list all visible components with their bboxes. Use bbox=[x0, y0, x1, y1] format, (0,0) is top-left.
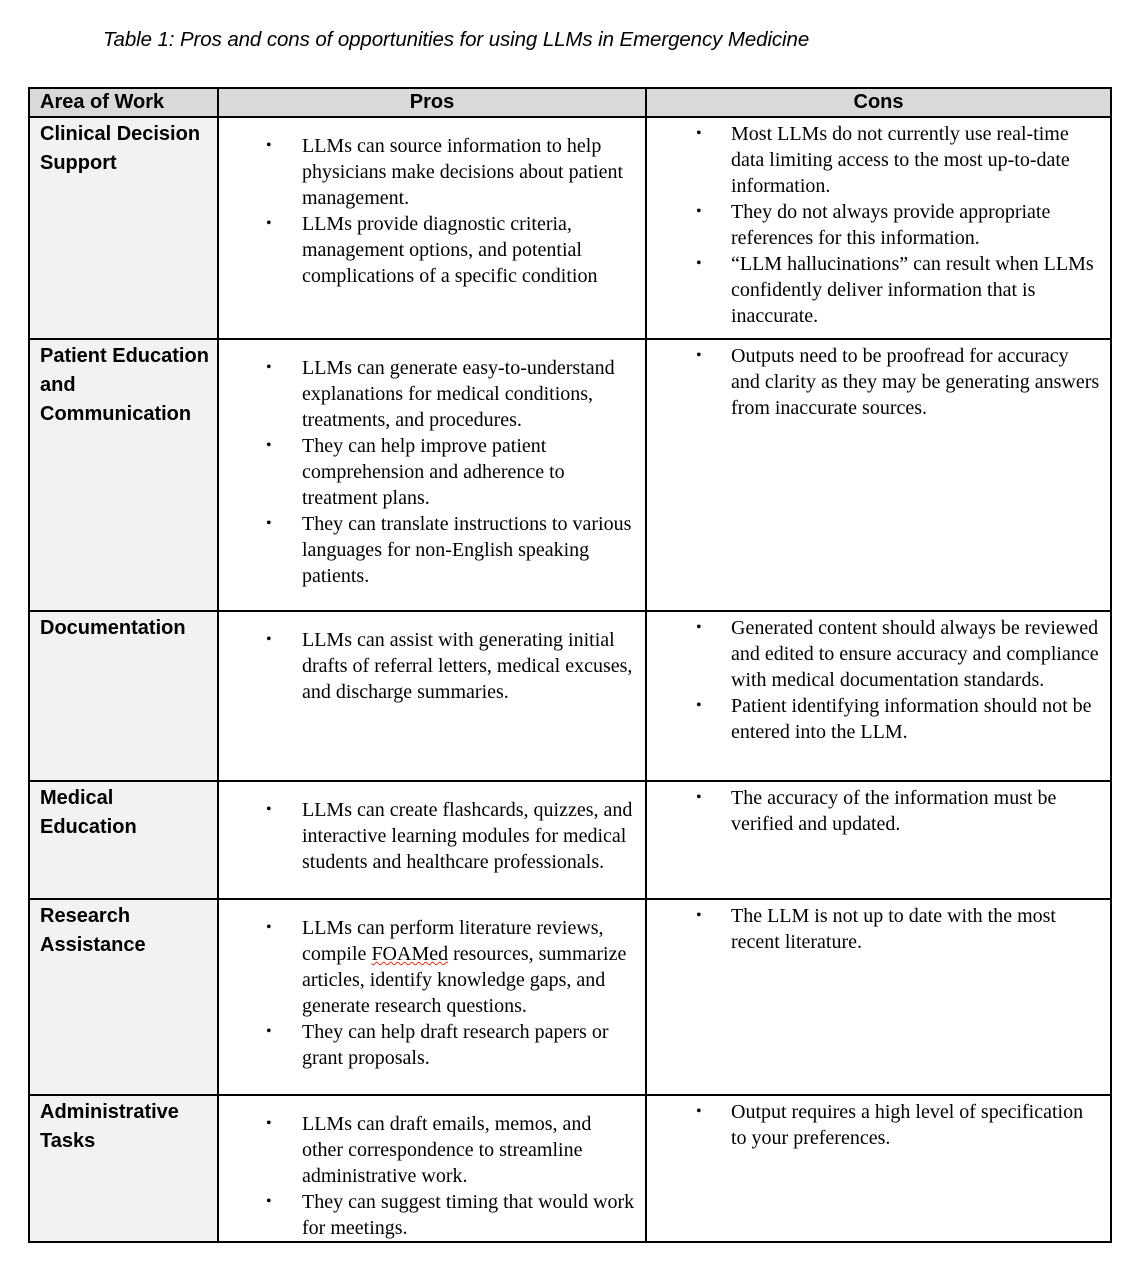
pros-cell bbox=[218, 781, 646, 899]
cons-item bbox=[647, 343, 1110, 421]
area-of-work-cell: Patient Education and Communication bbox=[29, 339, 218, 611]
cons-item-text: “LLM hallucinations” can result when LLMs confidently deliver information that is inaccurate. bbox=[731, 253, 1094, 327]
pros-cell bbox=[218, 899, 646, 1095]
pros-list bbox=[219, 900, 645, 1071]
cons-list bbox=[647, 900, 1110, 955]
pros-item-text: They can translate instructions to various languages for non-English speaking patients. bbox=[302, 513, 632, 587]
pros-item bbox=[219, 433, 645, 511]
pros-item-text: LLMs can perform literature reviews, compile bbox=[302, 917, 604, 965]
cons-list bbox=[647, 340, 1110, 421]
header-pros: Pros bbox=[218, 88, 646, 117]
pros-item-text: They can suggest timing that would work for meetings. bbox=[302, 1191, 635, 1239]
table-row bbox=[29, 1095, 1111, 1242]
table-row bbox=[29, 899, 1111, 1095]
pros-list bbox=[219, 118, 645, 289]
bullet-icon: • bbox=[696, 619, 702, 636]
bullet-icon: • bbox=[696, 697, 702, 714]
cons-item-text: Most LLMs do not currently use real-time data limiting access to the most up-to-date information. bbox=[731, 123, 1070, 197]
cons-item-text: Output requires a high level of specification to your preferences. bbox=[731, 1101, 1084, 1149]
pros-item-text: LLMs can assist with generating initial drafts of referral letters, medical excuses, and discharge summaries. bbox=[302, 629, 633, 703]
table-row bbox=[29, 781, 1111, 899]
pros-cell bbox=[218, 339, 646, 611]
pros-cons-table bbox=[28, 87, 1112, 1243]
cons-item bbox=[647, 693, 1110, 745]
cons-item bbox=[647, 785, 1110, 837]
cons-item-text: The accuracy of the information must be verified and updated. bbox=[731, 787, 1057, 835]
bullet-icon: • bbox=[266, 515, 272, 532]
cons-item-text: Outputs need to be proofread for accuracy and clarity as they may be generating answers from inaccurate sources. bbox=[731, 345, 1100, 419]
cons-item-text: They do not always provide appropriate references for this information. bbox=[731, 201, 1051, 249]
pros-item-text: LLMs provide diagnostic criteria, management options, and potential complications of a specific condition bbox=[302, 213, 598, 287]
pros-item bbox=[219, 355, 645, 433]
header-area-of-work: Area of Work bbox=[29, 88, 218, 117]
cons-list bbox=[647, 1096, 1110, 1151]
bullet-icon: • bbox=[266, 215, 272, 232]
pros-item bbox=[219, 627, 645, 705]
table-row bbox=[29, 339, 1111, 611]
cons-list bbox=[647, 782, 1110, 837]
cons-item-text: The LLM is not up to date with the most recent literature. bbox=[731, 905, 1056, 953]
cons-cell bbox=[646, 899, 1111, 1095]
cons-item bbox=[647, 121, 1110, 199]
table-row bbox=[29, 117, 1111, 339]
cons-cell bbox=[646, 611, 1111, 781]
area-of-work-cell: Clinical Decision Support bbox=[29, 117, 218, 339]
pros-cell bbox=[218, 117, 646, 339]
pros-item-text: LLMs can create flashcards, quizzes, and interactive learning modules for medical students and healthcare professionals. bbox=[302, 799, 633, 873]
bullet-icon: • bbox=[696, 1103, 702, 1120]
pros-item bbox=[219, 797, 645, 875]
bullet-icon: • bbox=[696, 203, 702, 220]
bullet-icon: • bbox=[266, 919, 272, 936]
pros-item bbox=[219, 1189, 645, 1241]
bullet-icon: • bbox=[266, 137, 272, 154]
area-of-work-cell: Medical Education bbox=[29, 781, 218, 899]
pros-cell bbox=[218, 611, 646, 781]
pros-list bbox=[219, 340, 645, 589]
pros-item bbox=[219, 511, 645, 589]
cons-item bbox=[647, 615, 1110, 693]
table-row bbox=[29, 611, 1111, 781]
cons-item-text: Patient identifying information should not be entered into the LLM. bbox=[731, 695, 1092, 743]
bullet-icon: • bbox=[266, 631, 272, 648]
pros-item bbox=[219, 915, 645, 1019]
cons-item bbox=[647, 251, 1110, 329]
pros-item bbox=[219, 1111, 645, 1189]
bullet-icon: • bbox=[266, 437, 272, 454]
bullet-icon: • bbox=[696, 789, 702, 806]
pros-item bbox=[219, 133, 645, 211]
cons-cell bbox=[646, 339, 1111, 611]
bullet-icon: • bbox=[696, 907, 702, 924]
pros-list bbox=[219, 612, 645, 705]
pros-item bbox=[219, 1019, 645, 1071]
cons-cell bbox=[646, 781, 1111, 899]
bullet-icon: • bbox=[266, 1115, 272, 1132]
bullet-icon: • bbox=[266, 1193, 272, 1210]
area-of-work-cell: Research Assistance bbox=[29, 899, 218, 1095]
bullet-icon: • bbox=[266, 801, 272, 818]
cons-item bbox=[647, 1099, 1110, 1151]
table-caption: Table 1: Pros and cons of opportunities for using LLMs in Emergency Medicine bbox=[103, 28, 810, 51]
cons-item-text: Generated content should always be reviewed and edited to ensure accuracy and compliance with medical documentation standards. bbox=[731, 617, 1099, 691]
cons-list bbox=[647, 118, 1110, 329]
bullet-icon: • bbox=[696, 125, 702, 142]
area-of-work-cell: Administrative Tasks bbox=[29, 1095, 218, 1242]
pros-item-text: resources, summarize articles, identify knowledge gaps, and generate research questions. bbox=[302, 943, 627, 1017]
pros-item-text: They can help draft research papers or grant proposals. bbox=[302, 1021, 609, 1069]
bullet-icon: • bbox=[696, 347, 702, 364]
table-header-row bbox=[29, 88, 1111, 117]
cons-list bbox=[647, 612, 1110, 745]
area-of-work-cell: Documentation bbox=[29, 611, 218, 781]
cons-cell bbox=[646, 117, 1111, 339]
pros-list bbox=[219, 1096, 645, 1241]
pros-item-text: LLMs can draft emails, memos, and other correspondence to streamline administrative work. bbox=[302, 1113, 592, 1187]
bullet-icon: • bbox=[696, 255, 702, 272]
cons-item bbox=[647, 903, 1110, 955]
pros-item-text: LLMs can generate easy-to-understand explanations for medical conditions, treatments, and procedures. bbox=[302, 357, 615, 431]
bullet-icon: • bbox=[266, 359, 272, 376]
pros-item-text: They can help improve patient comprehension and adherence to treatment plans. bbox=[302, 435, 565, 509]
cons-item bbox=[647, 199, 1110, 251]
pros-cell bbox=[218, 1095, 646, 1242]
spellcheck-flagged-word[interactable]: FOAMed bbox=[371, 943, 449, 965]
bullet-icon: • bbox=[266, 1023, 272, 1040]
header-cons: Cons bbox=[646, 88, 1111, 117]
pros-item bbox=[219, 211, 645, 289]
pros-list bbox=[219, 782, 645, 875]
pros-item-text: LLMs can source information to help physicians make decisions about patient management. bbox=[302, 135, 624, 209]
cons-cell bbox=[646, 1095, 1111, 1242]
